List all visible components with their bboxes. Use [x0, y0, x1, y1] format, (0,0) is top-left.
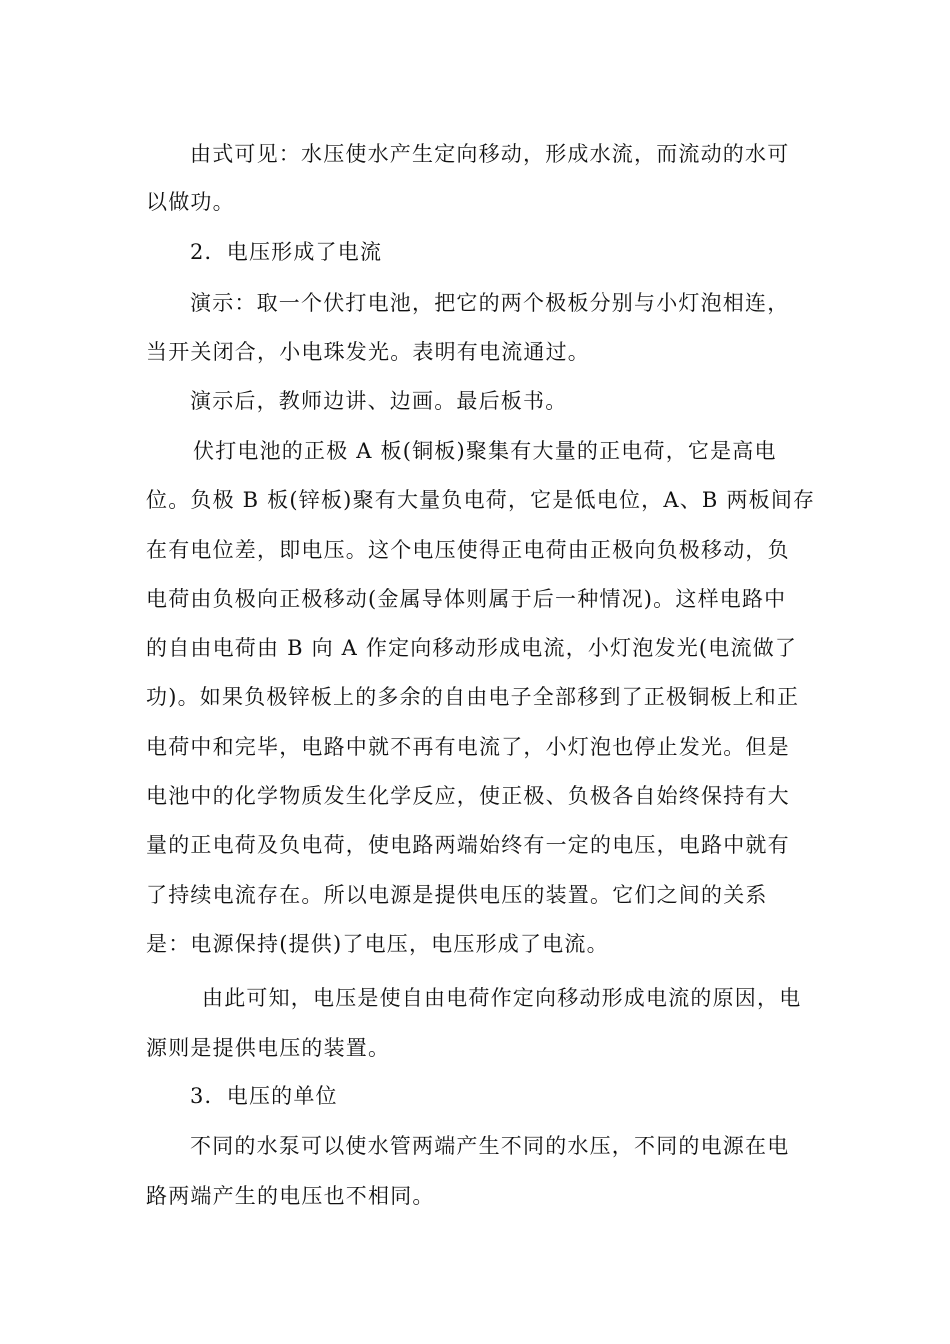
- paragraph-line: 电荷由负极向正极移动(金属导体则属于后一种情况)。这样电路中: [146, 587, 787, 611]
- paragraph-line: 路两端产生的电压也不相同。: [146, 1184, 435, 1208]
- paragraph-line: 是：电源保持(提供)了电压，电压形成了电流。: [146, 932, 609, 956]
- paragraph-line: 演示：取一个伏打电池，把它的两个极板分别与小灯泡相连，: [190, 291, 790, 315]
- paragraph-line: 量的正电荷及负电荷，使电路两端始终有一定的电压，电路中就有: [146, 833, 790, 857]
- paragraph-line: 功)。如果负极锌板上的多余的自由电子全部移到了正极铜板上和正: [146, 685, 800, 709]
- paragraph-line: 演示后，教师边讲、边画。最后板书。: [190, 389, 568, 413]
- paragraph-line: 由此可知，电压是使自由电荷作定向移动形成电流的原因，电: [202, 986, 802, 1010]
- section-heading: 3．电压的单位: [190, 1084, 338, 1108]
- paragraph-line: 以做功。: [146, 190, 235, 214]
- section-heading: 2．电压形成了电流: [190, 240, 383, 264]
- paragraph-line: 由式可见：水压使水产生定向移动，形成水流，而流动的水可: [190, 142, 790, 166]
- paragraph-line: 电池中的化学物质发生化学反应，使正极、负极各自始终保持有大: [146, 784, 790, 808]
- paragraph-line: 在有电位差，即电压。这个电压使得正电荷由正极向负极移动，负: [146, 538, 790, 562]
- paragraph-line: 当开关闭合，小电珠发光。表明有电流通过。: [146, 340, 590, 364]
- paragraph-line: 的自由电荷由 B 向 A 作定向移动形成电流，小灯泡发光(电流做了: [146, 636, 798, 660]
- paragraph-line: 电荷中和完毕，电路中就不再有电流了，小灯泡也停止发光。但是: [146, 735, 790, 759]
- paragraph-line: 位。负极 B 板(锌板)聚有大量负电荷，它是低电位，A、B 两板间存: [146, 488, 816, 512]
- paragraph-line: 源则是提供电压的装置。: [146, 1036, 391, 1060]
- paragraph-line: 伏打电池的正极 A 板(铜板)聚集有大量的正电荷，它是高电: [193, 439, 777, 463]
- paragraph-line: 了持续电流存在。所以电源是提供电压的装置。它们之间的关系: [146, 883, 768, 907]
- paragraph-line: 不同的水泵可以使水管两端产生不同的水压，不同的电源在电: [190, 1134, 790, 1158]
